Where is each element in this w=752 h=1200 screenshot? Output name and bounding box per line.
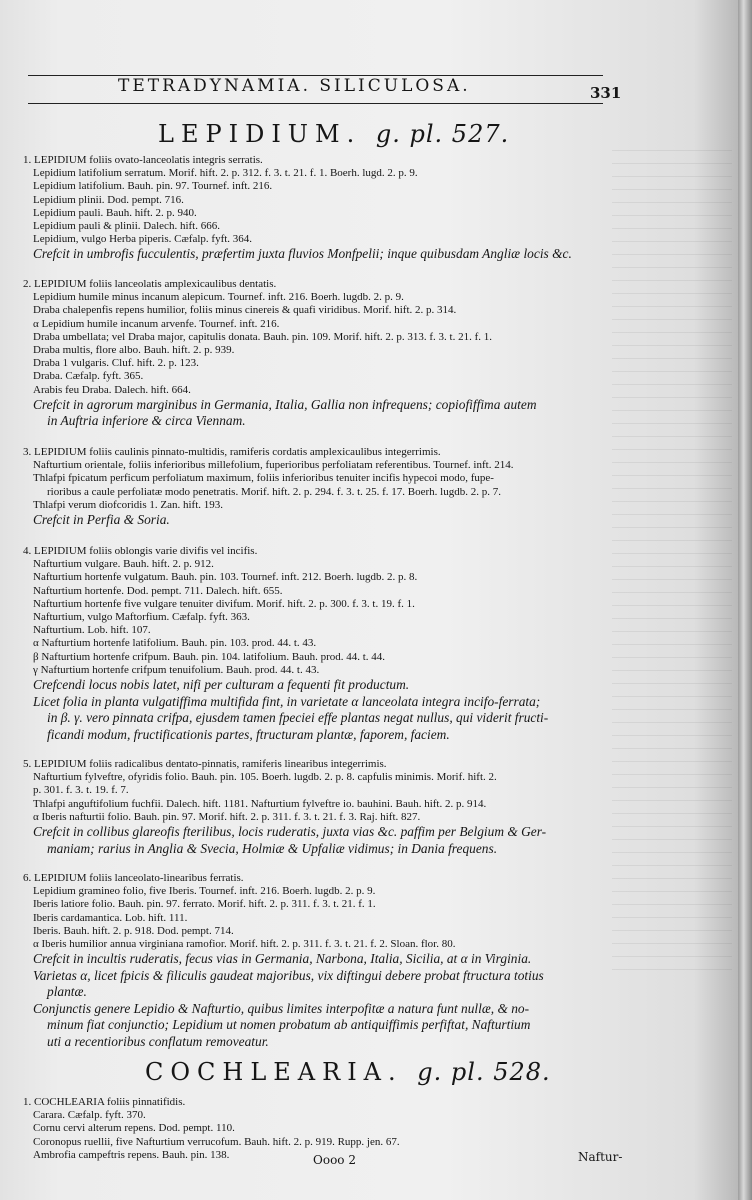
synonym-line: Draba. Cæfalp. fyft. 365. bbox=[33, 370, 144, 383]
page-number: 331 bbox=[590, 84, 622, 102]
bleed-through-text bbox=[612, 150, 732, 970]
synonym-line: Nafturtium vulgare. Bauh. hift. 2. p. 912. bbox=[33, 558, 214, 571]
habitat-line: Licet folia in planta vulgatiffima multifida fint, in varietate α lanceolata integra incifo-ferrata; bbox=[33, 693, 541, 709]
habitat-line: ficandi modum, fructificationis partes, ftructuram plantæ, faporem, faciem. bbox=[47, 726, 450, 742]
header-rule-bottom bbox=[28, 103, 603, 104]
synonym-line: Lepidium latifolium. Bauh. pin. 97. Tournef. inft. 216. bbox=[33, 180, 273, 193]
species-diagnosis: 3. LEPIDIUM foliis caulinis pinnato-multidis, ramiferis cordatis amplexicaulibus integerrimis. bbox=[23, 446, 441, 458]
synonym-line: Nafturtium hortenfe. Dod. pempt. 711. Dalech. hift. 655. bbox=[33, 584, 283, 597]
genus-heading-lepidium bbox=[158, 120, 509, 148]
synonym-line: Lepidium plinii. Dod. pempt. 716. bbox=[33, 193, 184, 206]
species-diagnosis: 5. LEPIDIUM foliis radicalibus dentato-pinnatis, ramiferis linearibus integerrimis. bbox=[23, 758, 387, 770]
species-diagnosis: 4. LEPIDIUM foliis oblongis varie divifis vel incifis. bbox=[23, 545, 258, 557]
running-title: TETRADYNAMIA. SILICULOSA. bbox=[118, 76, 471, 96]
habitat-line: in Auftria inferiore & circa Viennam. bbox=[47, 413, 246, 429]
variety-line: α Lepidium humile incanum arvenfe. Tournef. inft. 216. bbox=[33, 317, 280, 330]
synonym-line: Thlafpi verum diofcoridis 1. Zan. hift. 193. bbox=[33, 498, 224, 511]
synonym-line: Draba multis, flore albo. Bauh. hift. 2. p. 939. bbox=[33, 344, 235, 357]
synonym-line: Lepidium pauli. Bauh. hift. 2. p. 940. bbox=[33, 206, 197, 219]
species-entry-4 bbox=[20, 545, 595, 743]
habitat-line: Crefcendi locus nobis latet, nifi per culturam a fequenti fit productum. bbox=[33, 677, 410, 693]
habitat-line: Varietas α, licet fpicis & filiculis gaudeat majoribus, vix diftingui debere probat ftructura totius bbox=[33, 967, 544, 983]
synonym-line: Nafturtium orientale, foliis inferioribus millefolium, fuperioribus perfoliatam referentibus. Tournef. inft. 214. bbox=[33, 459, 514, 472]
habitat-line: maniam; rarius in Anglia & Svecia, Holmiæ & Upfaliæ vidimus; in Dania frequens. bbox=[47, 840, 498, 856]
synonym-line: Iberis cardamantica. Lob. hift. 111. bbox=[33, 911, 188, 924]
synonym-line: Nafturtium. Lob. hift. 107. bbox=[33, 624, 151, 637]
habitat-line: Crefcit in collibus glareofis fterilibus, locis ruderatis, juxta vias &c. paffim per Belgium & Ger- bbox=[33, 824, 547, 840]
synonym-line: Cornu cervi alterum repens. Dod. pempt. 110. bbox=[33, 1122, 235, 1135]
habitat-line: Crefcit in incultis ruderatis, fecus vias in Germania, Narbona, Italia, Sicilia, at α in Virginia. bbox=[33, 951, 532, 967]
variety-line: β Nafturtium hortenfe crifpum. Bauh. pin. 104. latifolium. Bauh. prod. 44. t. 44. bbox=[33, 650, 386, 663]
species-entry-5 bbox=[20, 758, 595, 857]
variety-line: α Iberis humilior annua virginiana ramofior. Morif. hift. 2. p. 311. f. 3. t. 21. f. 2. Sloan. flor. 80. bbox=[33, 938, 456, 951]
catchword: Naftur- bbox=[578, 1150, 623, 1164]
synonym-line: Iberis latiore folio. Bauh. pin. 97. ferrato. Morif. hift. 2. p. 311. f. 3. t. 21. f. 1. bbox=[33, 898, 376, 911]
species-entry-6 bbox=[20, 872, 595, 1050]
note-line: Conjunctis genere Lepidio & Nafturtio, quibus limites interpofitæ a natura funt nullæ, & no- bbox=[33, 1000, 530, 1016]
cochlearia-entry-1 bbox=[20, 1096, 595, 1162]
species-diagnosis: 1. COCHLEARIA foliis pinnatifidis. bbox=[23, 1096, 186, 1108]
synonym-line: Iberis. Bauh. hift. 2. p. 918. Dod. pempt. 714. bbox=[33, 924, 234, 937]
synonym-line: Draba 1 vulgaris. Cluf. hift. 2. p. 123. bbox=[33, 357, 199, 370]
synonym-line: Nafturtium fylveftre, ofyridis folio. Bauh. pin. 105. Boerh. lugdb. 2. p. 8. capfulis minimis. Morif. hift. 2. bbox=[33, 771, 497, 784]
habitat-line: Crefcit in umbrofis fucculentis, præfertim juxta fluvios Monfpelii; inque quibusdam Angliæ locis &c. bbox=[33, 246, 572, 262]
synonym-line: Thlafpi anguftifolium fuchfii. Dalech. hift. 1181. Nafturtium fylveftre io. bauhini. Bauh. hift. 2. p. 914. bbox=[33, 797, 487, 810]
synonym-line: Nafturtium, vulgo Maftorfium. Cæfalp. fyft. 363. bbox=[33, 611, 250, 624]
synonym-line: rioribus a caule perfoliatæ modo penetratis. Morif. hift. 2. p. 294. f. 3. t. 25. f. 17. Boerh. lugdb. 2. p. 7. bbox=[47, 485, 501, 498]
species-diagnosis: 6. LEPIDIUM foliis lanceolato-linearibus ferratis. bbox=[23, 872, 244, 884]
synonym-line: Nafturtium hortenfe vulgatum. Bauh. pin. 103. Tournef. inft. 212. Boerh. lugdb. 2. p. 8. bbox=[33, 571, 418, 584]
note-line: minum fiat conjunctio; Lepidium ut nomen probatum ab antiquiffimis perfiftat, Nafturtium bbox=[47, 1017, 531, 1033]
genus-name: COCHLEARIA. bbox=[145, 1058, 403, 1086]
variety-line: α Iberis nafturtii folio. Bauh. pin. 97. Morif. hift. 2. p. 311. f. 3. t. 21. f. 3. Raj. hift. 827. bbox=[33, 810, 421, 823]
species-entry-3 bbox=[20, 446, 595, 529]
synonym-line: Nafturtium hortenfe five vulgare tenuiter divifum. Morif. hift. 2. p. 300. f. 3. t. 19. f. 1. bbox=[33, 597, 415, 610]
synonym-line: Lepidium latifolium serratum. Morif. hift. 2. p. 312. f. 3. t. 21. f. 1. Boerh. lugd. 2. p. 9. bbox=[33, 167, 418, 180]
page-gutter bbox=[738, 0, 752, 1200]
genus-reference: g. pl. 528. bbox=[417, 1058, 551, 1086]
genus-heading-cochlearia bbox=[145, 1058, 551, 1086]
variety-line: α Nafturtium hortenfe latifolium. Bauh. pin. 103. prod. 44. t. 43. bbox=[33, 637, 317, 650]
variety-line: γ Nafturtium hortenfe crifpum tenuifolium. Bauh. prod. 44. t. 43. bbox=[33, 663, 320, 676]
species-diagnosis: 1. LEPIDIUM foliis ovato-lanceolatis integris serratis. bbox=[23, 154, 263, 166]
synonym-line: Lepidium, vulgo Herba piperis. Cæfalp. fyft. 364. bbox=[33, 233, 253, 246]
habitat-line: Crefcit in Perfia & Soria. bbox=[33, 512, 170, 528]
synonym-line: Thlafpi fpicatum perficum perfoliatum maximum, foliis inferioribus tenuiter incifis hypecoi modo, fupe- bbox=[33, 472, 494, 485]
genus-reference: g. pl. 527. bbox=[375, 120, 510, 148]
habitat-line: in β. γ. vero pinnata crifpa, ejusdem tamen fpeciei effe plantas negat nullus, qui viderit fructi- bbox=[47, 710, 549, 726]
synonym-line: p. 301. f. 3. t. 19. f. 7. bbox=[33, 784, 129, 797]
synonym-line: Lepidium humile minus incanum alepicum. Tournef. inft. 216. Boerh. lugdb. 2. p. 9. bbox=[33, 291, 404, 304]
synonym-line: Carara. Cæfalp. fyft. 370. bbox=[33, 1109, 146, 1122]
habitat-line: Crefcit in agrorum marginibus in Germania, Italia, Gallia non infrequens; copiofiffima autem bbox=[33, 396, 537, 412]
note-line: uti a recentioribus conflatum removeatur. bbox=[47, 1033, 269, 1049]
synonym-line: Coronopus ruellii, five Nafturtium verrucofum. Bauh. hift. 2. p. 919. Rupp. jen. 67. bbox=[33, 1135, 400, 1148]
habitat-line: plantæ. bbox=[47, 984, 87, 1000]
species-entry-2 bbox=[20, 278, 595, 430]
species-diagnosis: 2. LEPIDIUM foliis lanceolatis amplexicaulibus dentatis. bbox=[23, 278, 277, 290]
species-entry-1 bbox=[20, 154, 595, 263]
synonym-line: Arabis feu Draba. Dalech. hift. 664. bbox=[33, 383, 191, 396]
signature-mark: Oooo 2 bbox=[313, 1153, 356, 1167]
genus-name: LEPIDIUM. bbox=[158, 120, 362, 148]
synonym-line: Lepidium gramineo folio, five Iberis. Tournef. inft. 216. Boerh. lugdb. 2. p. 9. bbox=[33, 885, 376, 898]
synonym-line: Draba chalepenfis repens humilior, foliis minus cinereis & quafi viridibus. Morif. hift. 2. p. 314. bbox=[33, 304, 457, 317]
synonym-line: Ambrofia campeftris repens. Bauh. pin. 138. bbox=[33, 1148, 230, 1161]
synonym-line: Lepidium pauli & plinii. Dalech. hift. 666. bbox=[33, 220, 220, 233]
synonym-line: Draba umbellata; vel Draba major, capitulis donata. Bauh. pin. 109. Morif. hift. 2. p. 313. f. 3. t. 21. f. 1. bbox=[33, 330, 493, 343]
